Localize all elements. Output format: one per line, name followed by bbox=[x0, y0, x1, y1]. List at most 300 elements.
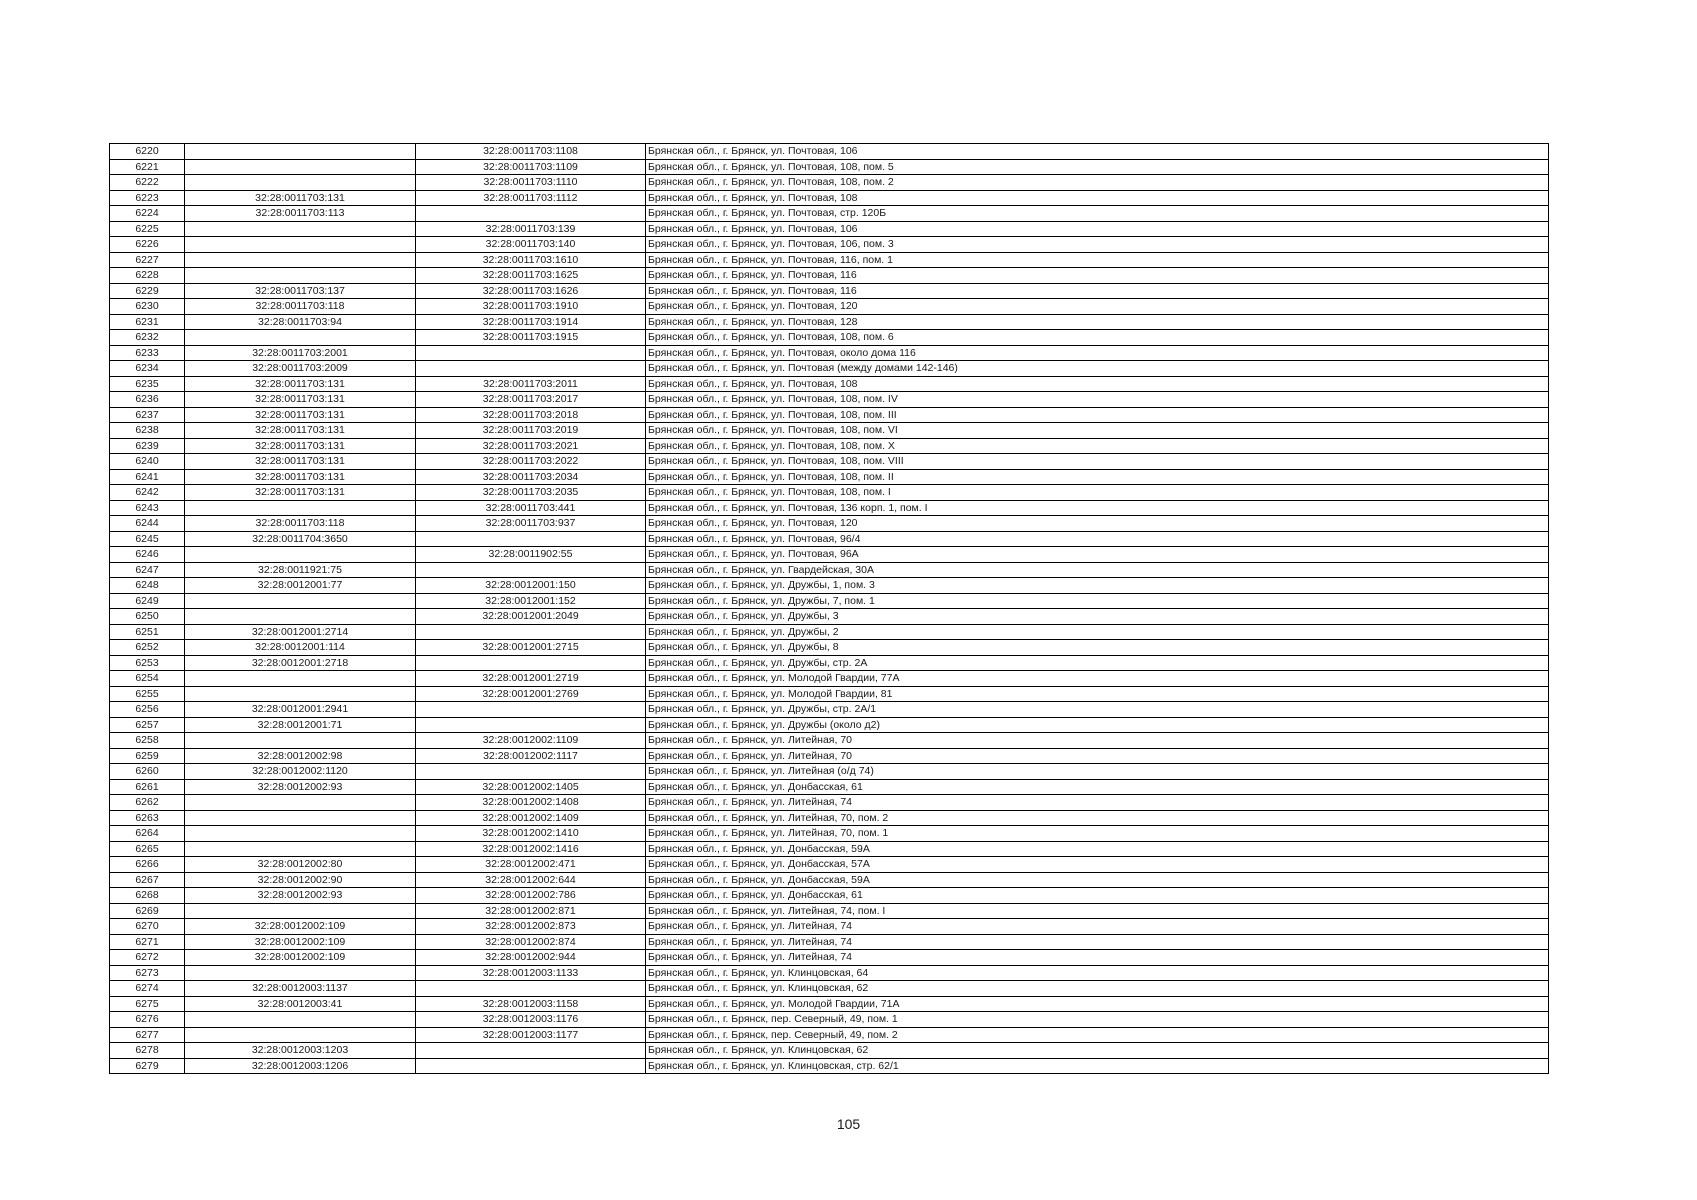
table-row bbox=[110, 996, 1549, 1012]
address-cell: Брянская обл., г. Брянск, ул. Почтовая, 108, пом. X bbox=[646, 438, 1549, 454]
address-cell: Брянская обл., г. Брянск, пер. Северный, 49, пом. 2 bbox=[646, 1027, 1549, 1043]
land-cadastral-number-cell: 32:28:0011703:2001 bbox=[185, 345, 416, 361]
table-row bbox=[110, 919, 1549, 935]
address-cell: Брянская обл., г. Брянск, ул. Дружбы, 3 bbox=[646, 609, 1549, 625]
row-number-cell: 6278 bbox=[110, 1043, 185, 1059]
land-cadastral-number-cell: 32:28:0011703:94 bbox=[185, 314, 416, 330]
land-cadastral-number-cell bbox=[185, 903, 416, 919]
row-number-cell: 6255 bbox=[110, 686, 185, 702]
table-row bbox=[110, 175, 1549, 191]
object-cadastral-number-cell: 32:28:0011703:1915 bbox=[416, 330, 646, 346]
table-row bbox=[110, 361, 1549, 377]
land-cadastral-number-cell bbox=[185, 965, 416, 981]
object-cadastral-number-cell bbox=[416, 531, 646, 547]
land-cadastral-number-cell: 32:28:0011703:131 bbox=[185, 392, 416, 408]
object-cadastral-number-cell bbox=[416, 624, 646, 640]
object-cadastral-number-cell: 32:28:0011902:55 bbox=[416, 547, 646, 563]
land-cadastral-number-cell: 32:28:0012001:2941 bbox=[185, 702, 416, 718]
row-number-cell: 6230 bbox=[110, 299, 185, 315]
address-cell: Брянская обл., г. Брянск, ул. Клинцовская, 62 bbox=[646, 1043, 1549, 1059]
address-cell: Брянская обл., г. Брянск, ул. Литейная, 74 bbox=[646, 919, 1549, 935]
table-row bbox=[110, 469, 1549, 485]
object-cadastral-number-cell: 32:28:0012001:2719 bbox=[416, 671, 646, 687]
address-cell: Брянская обл., г. Брянск, ул. Почтовая, 116 bbox=[646, 283, 1549, 299]
object-cadastral-number-cell: 32:28:0012002:1416 bbox=[416, 841, 646, 857]
land-cadastral-number-cell: 32:28:0011703:131 bbox=[185, 407, 416, 423]
row-number-cell: 6235 bbox=[110, 376, 185, 392]
object-cadastral-number-cell: 32:28:0012001:150 bbox=[416, 578, 646, 594]
object-cadastral-number-cell: 32:28:0012001:2049 bbox=[416, 609, 646, 625]
row-number-cell: 6253 bbox=[110, 655, 185, 671]
land-cadastral-number-cell: 32:28:0012002:93 bbox=[185, 888, 416, 904]
table-row bbox=[110, 1043, 1549, 1059]
address-cell: Брянская обл., г. Брянск, ул. Дружбы (около д2) bbox=[646, 717, 1549, 733]
land-cadastral-number-cell bbox=[185, 733, 416, 749]
object-cadastral-number-cell: 32:28:0012002:1410 bbox=[416, 826, 646, 842]
row-number-cell: 6232 bbox=[110, 330, 185, 346]
address-cell: Брянская обл., г. Брянск, ул. Дружбы, стр. 2А/1 bbox=[646, 702, 1549, 718]
object-cadastral-number-cell: 32:28:0011703:1914 bbox=[416, 314, 646, 330]
object-cadastral-number-cell: 32:28:0011703:1110 bbox=[416, 175, 646, 191]
row-number-cell: 6227 bbox=[110, 252, 185, 268]
land-cadastral-number-cell: 32:28:0011703:118 bbox=[185, 299, 416, 315]
address-cell: Брянская обл., г. Брянск, ул. Почтовая, 108, пом. IV bbox=[646, 392, 1549, 408]
land-cadastral-number-cell: 32:28:0012003:1206 bbox=[185, 1058, 416, 1074]
land-cadastral-number-cell: 32:28:0012003:1137 bbox=[185, 981, 416, 997]
table-row bbox=[110, 733, 1549, 749]
land-cadastral-number-cell bbox=[185, 795, 416, 811]
table-row bbox=[110, 485, 1549, 501]
table-row bbox=[110, 562, 1549, 578]
address-cell: Брянская обл., г. Брянск, ул. Почтовая, 108, пом. II bbox=[646, 469, 1549, 485]
row-number-cell: 6222 bbox=[110, 175, 185, 191]
table-row bbox=[110, 965, 1549, 981]
address-cell: Брянская обл., г. Брянск, ул. Почтовая, 106, пом. 3 bbox=[646, 237, 1549, 253]
land-cadastral-number-cell: 32:28:0011703:131 bbox=[185, 438, 416, 454]
object-cadastral-number-cell bbox=[416, 206, 646, 222]
row-number-cell: 6273 bbox=[110, 965, 185, 981]
land-cadastral-number-cell: 32:28:0011704:3650 bbox=[185, 531, 416, 547]
address-cell: Брянская обл., г. Брянск, пер. Северный, 49, пом. 1 bbox=[646, 1012, 1549, 1028]
land-cadastral-number-cell bbox=[185, 252, 416, 268]
land-cadastral-number-cell: 32:28:0012001:114 bbox=[185, 640, 416, 656]
row-number-cell: 6233 bbox=[110, 345, 185, 361]
row-number-cell: 6260 bbox=[110, 764, 185, 780]
row-number-cell: 6224 bbox=[110, 206, 185, 222]
land-cadastral-number-cell bbox=[185, 500, 416, 516]
land-cadastral-number-cell: 32:28:0012003:1203 bbox=[185, 1043, 416, 1059]
row-number-cell: 6239 bbox=[110, 438, 185, 454]
row-number-cell: 6259 bbox=[110, 748, 185, 764]
row-number-cell: 6251 bbox=[110, 624, 185, 640]
row-number-cell: 6279 bbox=[110, 1058, 185, 1074]
object-cadastral-number-cell bbox=[416, 702, 646, 718]
land-cadastral-number-cell: 32:28:0012001:77 bbox=[185, 578, 416, 594]
land-cadastral-number-cell: 32:28:0012002:80 bbox=[185, 857, 416, 873]
object-cadastral-number-cell: 32:28:0011703:2034 bbox=[416, 469, 646, 485]
table-row bbox=[110, 221, 1549, 237]
land-cadastral-number-cell: 32:28:0012003:41 bbox=[185, 996, 416, 1012]
table-row bbox=[110, 376, 1549, 392]
object-cadastral-number-cell: 32:28:0012002:1409 bbox=[416, 810, 646, 826]
land-cadastral-number-cell bbox=[185, 330, 416, 346]
table-row bbox=[110, 748, 1549, 764]
row-number-cell: 6238 bbox=[110, 423, 185, 439]
address-cell: Брянская обл., г. Брянск, ул. Почтовая, 106 bbox=[646, 221, 1549, 237]
land-cadastral-number-cell: 32:28:0011921:75 bbox=[185, 562, 416, 578]
land-cadastral-number-cell: 32:28:0011703:137 bbox=[185, 283, 416, 299]
object-cadastral-number-cell: 32:28:0012003:1133 bbox=[416, 965, 646, 981]
land-cadastral-number-cell: 32:28:0012002:109 bbox=[185, 934, 416, 950]
table-row bbox=[110, 888, 1549, 904]
land-cadastral-number-cell: 32:28:0012002:1120 bbox=[185, 764, 416, 780]
table-row bbox=[110, 1012, 1549, 1028]
object-cadastral-number-cell: 32:28:0011703:441 bbox=[416, 500, 646, 516]
table-row bbox=[110, 764, 1549, 780]
object-cadastral-number-cell: 32:28:0011703:1112 bbox=[416, 190, 646, 206]
land-cadastral-number-cell: 32:28:0011703:131 bbox=[185, 190, 416, 206]
address-cell: Брянская обл., г. Брянск, ул. Литейная, 70 bbox=[646, 733, 1549, 749]
address-cell: Брянская обл., г. Брянск, ул. Почтовая, 108, пом. 2 bbox=[646, 175, 1549, 191]
row-number-cell: 6240 bbox=[110, 454, 185, 470]
table-row bbox=[110, 624, 1549, 640]
address-cell: Брянская обл., г. Брянск, ул. Почтовая, 106 bbox=[646, 144, 1549, 160]
land-cadastral-number-cell bbox=[185, 268, 416, 284]
row-number-cell: 6245 bbox=[110, 531, 185, 547]
object-cadastral-number-cell: 32:28:0011703:1626 bbox=[416, 283, 646, 299]
page-number: 105 bbox=[836, 1116, 861, 1132]
row-number-cell: 6250 bbox=[110, 609, 185, 625]
row-number-cell: 6269 bbox=[110, 903, 185, 919]
table-row bbox=[110, 283, 1549, 299]
object-cadastral-number-cell: 32:28:0012002:1117 bbox=[416, 748, 646, 764]
table-row bbox=[110, 407, 1549, 423]
object-cadastral-number-cell: 32:28:0012001:2769 bbox=[416, 686, 646, 702]
address-cell: Брянская обл., г. Брянск, ул. Дружбы, 1, пом. 3 bbox=[646, 578, 1549, 594]
row-number-cell: 6266 bbox=[110, 857, 185, 873]
address-cell: Брянская обл., г. Брянск, ул. Литейная, 70, пом. 1 bbox=[646, 826, 1549, 842]
address-cell: Брянская обл., г. Брянск, ул. Почтовая, 136 корп. 1, пом. I bbox=[646, 500, 1549, 516]
address-cell: Брянская обл., г. Брянск, ул. Дружбы, 7, пом. 1 bbox=[646, 593, 1549, 609]
object-cadastral-number-cell: 32:28:0011703:2035 bbox=[416, 485, 646, 501]
row-number-cell: 6256 bbox=[110, 702, 185, 718]
table-row bbox=[110, 454, 1549, 470]
table-row bbox=[110, 779, 1549, 795]
row-number-cell: 6244 bbox=[110, 516, 185, 532]
table-row bbox=[110, 1027, 1549, 1043]
object-cadastral-number-cell: 32:28:0012002:1408 bbox=[416, 795, 646, 811]
row-number-cell: 6246 bbox=[110, 547, 185, 563]
land-cadastral-number-cell: 32:28:0011703:2009 bbox=[185, 361, 416, 377]
address-cell: Брянская обл., г. Брянск, ул. Литейная, 74, пом. I bbox=[646, 903, 1549, 919]
address-cell: Брянская обл., г. Брянск, ул. Почтовая, 96/4 bbox=[646, 531, 1549, 547]
object-cadastral-number-cell: 32:28:0012002:786 bbox=[416, 888, 646, 904]
table-row bbox=[110, 438, 1549, 454]
table-row bbox=[110, 795, 1549, 811]
table-row bbox=[110, 206, 1549, 222]
land-cadastral-number-cell: 32:28:0012001:2718 bbox=[185, 655, 416, 671]
table-row bbox=[110, 872, 1549, 888]
address-cell: Брянская обл., г. Брянск, ул. Почтовая, 120 bbox=[646, 516, 1549, 532]
address-cell: Брянская обл., г. Брянск, ул. Клинцовская, 62 bbox=[646, 981, 1549, 997]
table-row bbox=[110, 950, 1549, 966]
address-cell: Брянская обл., г. Брянск, ул. Гвардейская, 30А bbox=[646, 562, 1549, 578]
land-cadastral-number-cell bbox=[185, 144, 416, 160]
object-cadastral-number-cell: 32:28:0011703:1910 bbox=[416, 299, 646, 315]
land-cadastral-number-cell: 32:28:0012001:2714 bbox=[185, 624, 416, 640]
table-row bbox=[110, 392, 1549, 408]
object-cadastral-number-cell: 32:28:0012001:152 bbox=[416, 593, 646, 609]
row-number-cell: 6254 bbox=[110, 671, 185, 687]
address-cell: Брянская обл., г. Брянск, ул. Почтовая, 116, пом. 1 bbox=[646, 252, 1549, 268]
row-number-cell: 6267 bbox=[110, 872, 185, 888]
table-row bbox=[110, 299, 1549, 315]
table-row bbox=[110, 423, 1549, 439]
object-cadastral-number-cell: 32:28:0011703:1610 bbox=[416, 252, 646, 268]
object-cadastral-number-cell: 32:28:0012002:1405 bbox=[416, 779, 646, 795]
address-cell: Брянская обл., г. Брянск, ул. Почтовая, 108, пом. I bbox=[646, 485, 1549, 501]
address-cell: Брянская обл., г. Брянск, ул. Почтовая, 108, пом. VI bbox=[646, 423, 1549, 439]
object-cadastral-number-cell: 32:28:0012002:873 bbox=[416, 919, 646, 935]
row-number-cell: 6242 bbox=[110, 485, 185, 501]
row-number-cell: 6226 bbox=[110, 237, 185, 253]
object-cadastral-number-cell: 32:28:0011703:140 bbox=[416, 237, 646, 253]
table-row bbox=[110, 826, 1549, 842]
object-cadastral-number-cell: 32:28:0011703:2011 bbox=[416, 376, 646, 392]
land-cadastral-number-cell: 32:28:0012002:109 bbox=[185, 950, 416, 966]
object-cadastral-number-cell bbox=[416, 1058, 646, 1074]
row-number-cell: 6241 bbox=[110, 469, 185, 485]
object-cadastral-number-cell bbox=[416, 764, 646, 780]
object-cadastral-number-cell: 32:28:0012003:1177 bbox=[416, 1027, 646, 1043]
row-number-cell: 6237 bbox=[110, 407, 185, 423]
row-number-cell: 6229 bbox=[110, 283, 185, 299]
object-cadastral-number-cell: 32:28:0011703:1109 bbox=[416, 159, 646, 175]
object-cadastral-number-cell: 32:28:0011703:139 bbox=[416, 221, 646, 237]
table-row bbox=[110, 330, 1549, 346]
object-cadastral-number-cell: 32:28:0012002:874 bbox=[416, 934, 646, 950]
address-cell: Брянская обл., г. Брянск, ул. Почтовая, 120 bbox=[646, 299, 1549, 315]
address-cell: Брянская обл., г. Брянск, ул. Литейная, 70, пом. 2 bbox=[646, 810, 1549, 826]
row-number-cell: 6234 bbox=[110, 361, 185, 377]
object-cadastral-number-cell: 32:28:0012002:1109 bbox=[416, 733, 646, 749]
land-cadastral-number-cell: 32:28:0011703:131 bbox=[185, 376, 416, 392]
table-row bbox=[110, 237, 1549, 253]
land-cadastral-number-cell bbox=[185, 1012, 416, 1028]
address-cell: Брянская обл., г. Брянск, ул. Почтовая, 108, пом. VIII bbox=[646, 454, 1549, 470]
land-cadastral-number-cell: 32:28:0011703:131 bbox=[185, 469, 416, 485]
address-cell: Брянская обл., г. Брянск, ул. Почтовая, 108, пом. 5 bbox=[646, 159, 1549, 175]
table-row bbox=[110, 500, 1549, 516]
table-row bbox=[110, 144, 1549, 160]
row-number-cell: 6277 bbox=[110, 1027, 185, 1043]
row-number-cell: 6220 bbox=[110, 144, 185, 160]
object-cadastral-number-cell: 32:28:0011703:1625 bbox=[416, 268, 646, 284]
object-cadastral-number-cell bbox=[416, 981, 646, 997]
address-cell: Брянская обл., г. Брянск, ул. Почтовая, 96А bbox=[646, 547, 1549, 563]
table-row bbox=[110, 981, 1549, 997]
land-cadastral-number-cell bbox=[185, 1027, 416, 1043]
table-row bbox=[110, 516, 1549, 532]
address-cell: Брянская обл., г. Брянск, ул. Почтовая, 108 bbox=[646, 190, 1549, 206]
address-cell: Брянская обл., г. Брянск, ул. Литейная, 74 bbox=[646, 950, 1549, 966]
row-number-cell: 6271 bbox=[110, 934, 185, 950]
table-row bbox=[110, 686, 1549, 702]
land-cadastral-number-cell: 32:28:0012002:98 bbox=[185, 748, 416, 764]
address-cell: Брянская обл., г. Брянск, ул. Почтовая, 108, пом. III bbox=[646, 407, 1549, 423]
table-row bbox=[110, 857, 1549, 873]
row-number-cell: 6221 bbox=[110, 159, 185, 175]
address-cell: Брянская обл., г. Брянск, ул. Почтовая, около дома 116 bbox=[646, 345, 1549, 361]
row-number-cell: 6275 bbox=[110, 996, 185, 1012]
land-cadastral-number-cell bbox=[185, 159, 416, 175]
land-cadastral-number-cell: 32:28:0011703:118 bbox=[185, 516, 416, 532]
table-row bbox=[110, 810, 1549, 826]
address-cell: Брянская обл., г. Брянск, ул. Молодой Гвардии, 71А bbox=[646, 996, 1549, 1012]
object-cadastral-number-cell: 32:28:0012002:871 bbox=[416, 903, 646, 919]
address-cell: Брянская обл., г. Брянск, ул. Донбасская, 59А bbox=[646, 841, 1549, 857]
land-cadastral-number-cell bbox=[185, 175, 416, 191]
row-number-cell: 6263 bbox=[110, 810, 185, 826]
row-number-cell: 6247 bbox=[110, 562, 185, 578]
address-cell: Брянская обл., г. Брянск, ул. Почтовая, 108, пом. 6 bbox=[646, 330, 1549, 346]
address-cell: Брянская обл., г. Брянск, ул. Почтовая (между домами 142-146) bbox=[646, 361, 1549, 377]
land-cadastral-number-cell: 32:28:0011703:131 bbox=[185, 423, 416, 439]
address-cell: Брянская обл., г. Брянск, ул. Клинцовская, 64 bbox=[646, 965, 1549, 981]
address-cell: Брянская обл., г. Брянск, ул. Дружбы, 8 bbox=[646, 640, 1549, 656]
address-cell: Брянская обл., г. Брянск, ул. Почтовая, стр. 120Б bbox=[646, 206, 1549, 222]
address-cell: Брянская обл., г. Брянск, ул. Литейная, 74 bbox=[646, 934, 1549, 950]
address-cell: Брянская обл., г. Брянск, ул. Литейная, 70 bbox=[646, 748, 1549, 764]
address-cell: Брянская обл., г. Брянск, ул. Литейная (о/д 74) bbox=[646, 764, 1549, 780]
table-row bbox=[110, 547, 1549, 563]
object-cadastral-number-cell: 32:28:0011703:2018 bbox=[416, 407, 646, 423]
address-cell: Брянская обл., г. Брянск, ул. Почтовая, 128 bbox=[646, 314, 1549, 330]
row-number-cell: 6231 bbox=[110, 314, 185, 330]
address-cell: Брянская обл., г. Брянск, ул. Донбасская, 57А bbox=[646, 857, 1549, 873]
object-cadastral-number-cell: 32:28:0012002:644 bbox=[416, 872, 646, 888]
table-row bbox=[110, 841, 1549, 857]
land-cadastral-number-cell bbox=[185, 671, 416, 687]
address-cell: Брянская обл., г. Брянск, ул. Молодой Гвардии, 81 bbox=[646, 686, 1549, 702]
table-row bbox=[110, 159, 1549, 175]
table-row bbox=[110, 934, 1549, 950]
address-cell: Брянская обл., г. Брянск, ул. Донбасская, 61 bbox=[646, 888, 1549, 904]
land-cadastral-number-cell bbox=[185, 826, 416, 842]
address-cell: Брянская обл., г. Брянск, ул. Почтовая, 116 bbox=[646, 268, 1549, 284]
land-cadastral-number-cell: 32:28:0012002:109 bbox=[185, 919, 416, 935]
address-cell: Брянская обл., г. Брянск, ул. Молодой Гвардии, 77А bbox=[646, 671, 1549, 687]
address-cell: Брянская обл., г. Брянск, ул. Почтовая, 108 bbox=[646, 376, 1549, 392]
object-cadastral-number-cell: 32:28:0011703:937 bbox=[416, 516, 646, 532]
object-cadastral-number-cell bbox=[416, 361, 646, 377]
address-cell: Брянская обл., г. Брянск, ул. Донбасская, 61 bbox=[646, 779, 1549, 795]
land-cadastral-number-cell: 32:28:0011703:131 bbox=[185, 454, 416, 470]
table-row bbox=[110, 1058, 1549, 1074]
table-row bbox=[110, 252, 1549, 268]
land-cadastral-number-cell: 32:28:0011703:131 bbox=[185, 485, 416, 501]
object-cadastral-number-cell: 32:28:0012003:1176 bbox=[416, 1012, 646, 1028]
address-cell: Брянская обл., г. Брянск, ул. Донбасская, 59А bbox=[646, 872, 1549, 888]
table-row bbox=[110, 609, 1549, 625]
land-cadastral-number-cell: 32:28:0011703:113 bbox=[185, 206, 416, 222]
object-cadastral-number-cell bbox=[416, 717, 646, 733]
row-number-cell: 6228 bbox=[110, 268, 185, 284]
row-number-cell: 6243 bbox=[110, 500, 185, 516]
object-cadastral-number-cell: 32:28:0012003:1158 bbox=[416, 996, 646, 1012]
row-number-cell: 6261 bbox=[110, 779, 185, 795]
row-number-cell: 6270 bbox=[110, 919, 185, 935]
object-cadastral-number-cell: 32:28:0011703:1108 bbox=[416, 144, 646, 160]
row-number-cell: 6249 bbox=[110, 593, 185, 609]
row-number-cell: 6248 bbox=[110, 578, 185, 594]
address-cell: Брянская обл., г. Брянск, ул. Дружбы, 2 bbox=[646, 624, 1549, 640]
land-cadastral-number-cell: 32:28:0012002:90 bbox=[185, 872, 416, 888]
address-cell: Брянская обл., г. Брянск, ул. Дружбы, стр. 2А bbox=[646, 655, 1549, 671]
table-row bbox=[110, 578, 1549, 594]
object-cadastral-number-cell bbox=[416, 655, 646, 671]
table-row bbox=[110, 717, 1549, 733]
row-number-cell: 6262 bbox=[110, 795, 185, 811]
row-number-cell: 6257 bbox=[110, 717, 185, 733]
land-cadastral-number-cell bbox=[185, 547, 416, 563]
row-number-cell: 6252 bbox=[110, 640, 185, 656]
table-row bbox=[110, 190, 1549, 206]
registry-table-body bbox=[110, 144, 1549, 1074]
object-cadastral-number-cell: 32:28:0011703:2017 bbox=[416, 392, 646, 408]
land-cadastral-number-cell: 32:28:0012001:71 bbox=[185, 717, 416, 733]
land-cadastral-number-cell bbox=[185, 686, 416, 702]
land-cadastral-number-cell bbox=[185, 841, 416, 857]
object-cadastral-number-cell: 32:28:0011703:2022 bbox=[416, 454, 646, 470]
object-cadastral-number-cell: 32:28:0011703:2019 bbox=[416, 423, 646, 439]
table-row bbox=[110, 268, 1549, 284]
land-cadastral-number-cell bbox=[185, 221, 416, 237]
land-cadastral-number-cell bbox=[185, 237, 416, 253]
row-number-cell: 6265 bbox=[110, 841, 185, 857]
object-cadastral-number-cell bbox=[416, 345, 646, 361]
object-cadastral-number-cell: 32:28:0011703:2021 bbox=[416, 438, 646, 454]
land-cadastral-number-cell bbox=[185, 810, 416, 826]
object-cadastral-number-cell: 32:28:0012001:2715 bbox=[416, 640, 646, 656]
row-number-cell: 6258 bbox=[110, 733, 185, 749]
row-number-cell: 6236 bbox=[110, 392, 185, 408]
table-row bbox=[110, 345, 1549, 361]
table-row bbox=[110, 702, 1549, 718]
table-row bbox=[110, 314, 1549, 330]
row-number-cell: 6268 bbox=[110, 888, 185, 904]
land-cadastral-number-cell bbox=[185, 609, 416, 625]
object-cadastral-number-cell: 32:28:0012002:944 bbox=[416, 950, 646, 966]
address-cell: Брянская обл., г. Брянск, ул. Клинцовская, стр. 62/1 bbox=[646, 1058, 1549, 1074]
row-number-cell: 6225 bbox=[110, 221, 185, 237]
table-row bbox=[110, 671, 1549, 687]
table-row bbox=[110, 903, 1549, 919]
registry-table bbox=[109, 143, 1549, 1074]
table-row bbox=[110, 640, 1549, 656]
table-row bbox=[110, 655, 1549, 671]
table-row bbox=[110, 531, 1549, 547]
row-number-cell: 6264 bbox=[110, 826, 185, 842]
table-row bbox=[110, 593, 1549, 609]
object-cadastral-number-cell: 32:28:0012002:471 bbox=[416, 857, 646, 873]
row-number-cell: 6272 bbox=[110, 950, 185, 966]
row-number-cell: 6223 bbox=[110, 190, 185, 206]
address-cell: Брянская обл., г. Брянск, ул. Литейная, 74 bbox=[646, 795, 1549, 811]
land-cadastral-number-cell: 32:28:0012002:93 bbox=[185, 779, 416, 795]
object-cadastral-number-cell bbox=[416, 562, 646, 578]
row-number-cell: 6276 bbox=[110, 1012, 185, 1028]
